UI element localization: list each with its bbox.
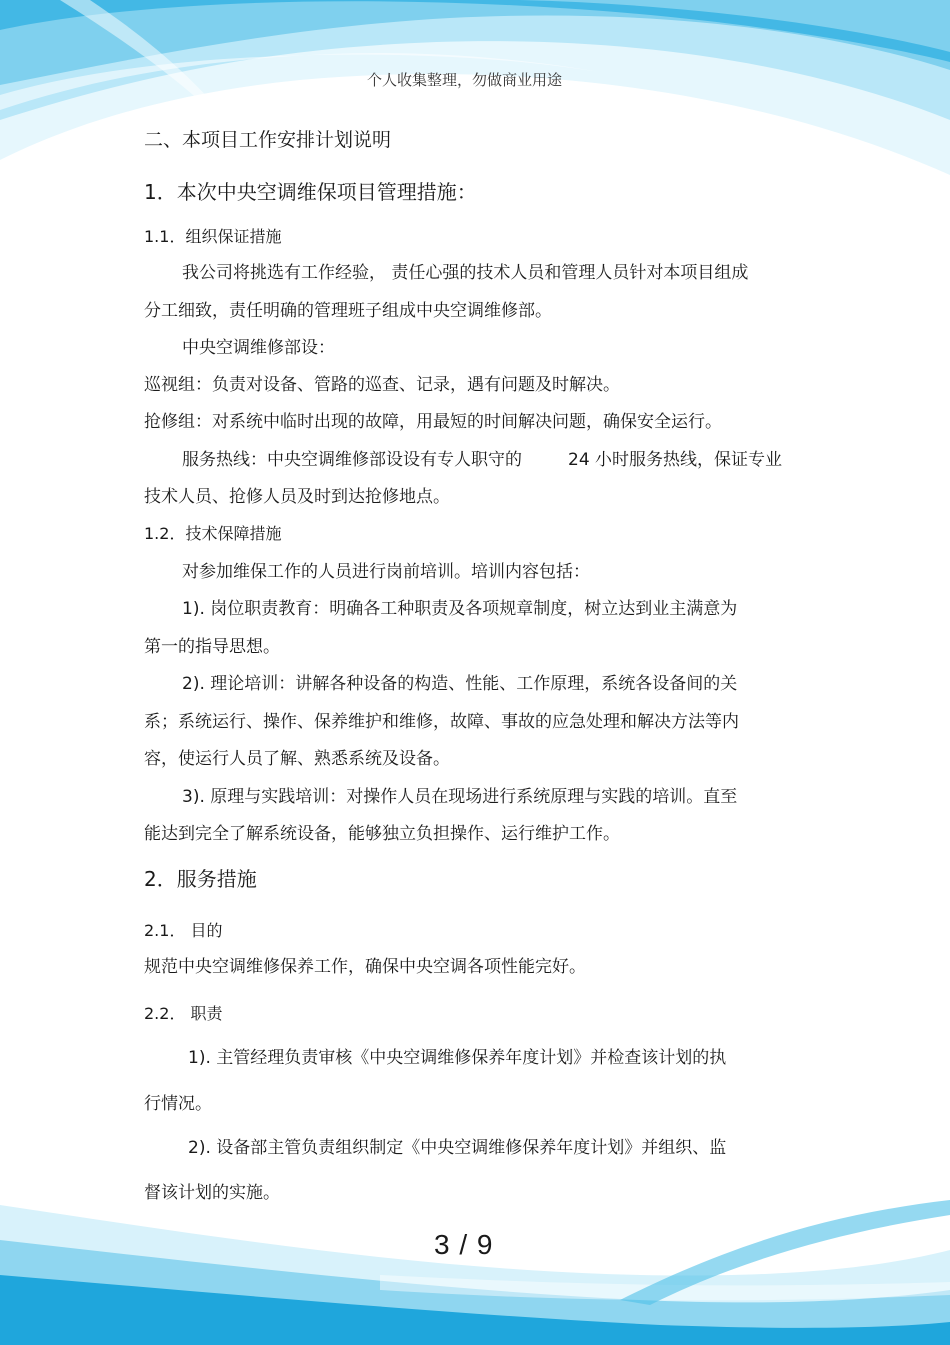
paragraph: 技术人员、抢修人员及时到达抢修地点。	[144, 487, 450, 507]
paragraph: 24 小时服务热线，保证专业	[568, 450, 783, 470]
list-item: 行情况。	[144, 1094, 212, 1114]
heading-2-1: 2.1． 目的	[144, 921, 223, 940]
list-item: 2). 理论培训：讲解各种设备的构造、性能、工作原理，系统各设备间的关	[182, 674, 738, 694]
list-item: 容，使运行人员了解、熟悉系统及设备。	[144, 749, 450, 769]
paragraph: 我公司将挑选有工作经验， 责任心强的技术人员和管理人员针对本项目组成	[182, 263, 749, 283]
heading-1: 1．本次中央空调维保项目管理措施：	[144, 180, 477, 204]
list-item: 3). 原理与实践培训：对操作人员在现场进行系统原理与实践的培训。直至	[182, 787, 738, 807]
list-item: 能达到完全了解系统设备，能够独立负担操作、运行维护工作。	[144, 824, 620, 844]
heading-2-2: 2.2． 职责	[144, 1004, 223, 1023]
page-indicator: 3 / 9	[434, 1229, 494, 1260]
paragraph: 对参加维保工作的人员进行岗前培训。培训内容包括：	[182, 562, 590, 582]
heading-1-2: 1.2．技术保障措施	[144, 524, 282, 543]
paragraph: 分工细致，责任明确的管理班子组成中央空调维修部。	[144, 301, 552, 321]
list-item: 第一的指导思想。	[144, 637, 280, 657]
paragraph: 抢修组：对系统中临时出现的故障，用最短的时间解决问题，确保安全运行。	[144, 412, 722, 432]
section-title: 二、本项目工作安排计划说明	[144, 129, 392, 151]
list-item: 1). 主管经理负责审核《中央空调维修保养年度计划》并检查该计划的执	[188, 1048, 727, 1068]
heading-1-1: 1.1．组织保证措施	[144, 227, 282, 246]
paragraph: 服务热线：中央空调维修部设设有专人职守的	[182, 450, 522, 470]
watermark-text: 个人收集整理，勿做商业用途	[367, 71, 563, 89]
list-item: 1). 岗位职责教育：明确各工种职责及各项规章制度，树立达到业主满意为	[182, 599, 738, 619]
list-item: 系；系统运行、操作、保养维护和维修，故障、事故的应急处理和解决方法等内	[144, 712, 739, 732]
heading-2: 2．服务措施	[144, 867, 257, 891]
paragraph: 规范中央空调维修保养工作，确保中央空调各项性能完好。	[144, 957, 586, 977]
paragraph: 中央空调维修部设：	[182, 338, 335, 358]
paragraph: 巡视组：负责对设备、管路的巡查、记录，遇有问题及时解决。	[144, 375, 620, 395]
list-item: 2). 设备部主管负责组织制定《中央空调维修保养年度计划》并组织、监	[188, 1138, 727, 1158]
list-item: 督该计划的实施。	[144, 1183, 280, 1203]
